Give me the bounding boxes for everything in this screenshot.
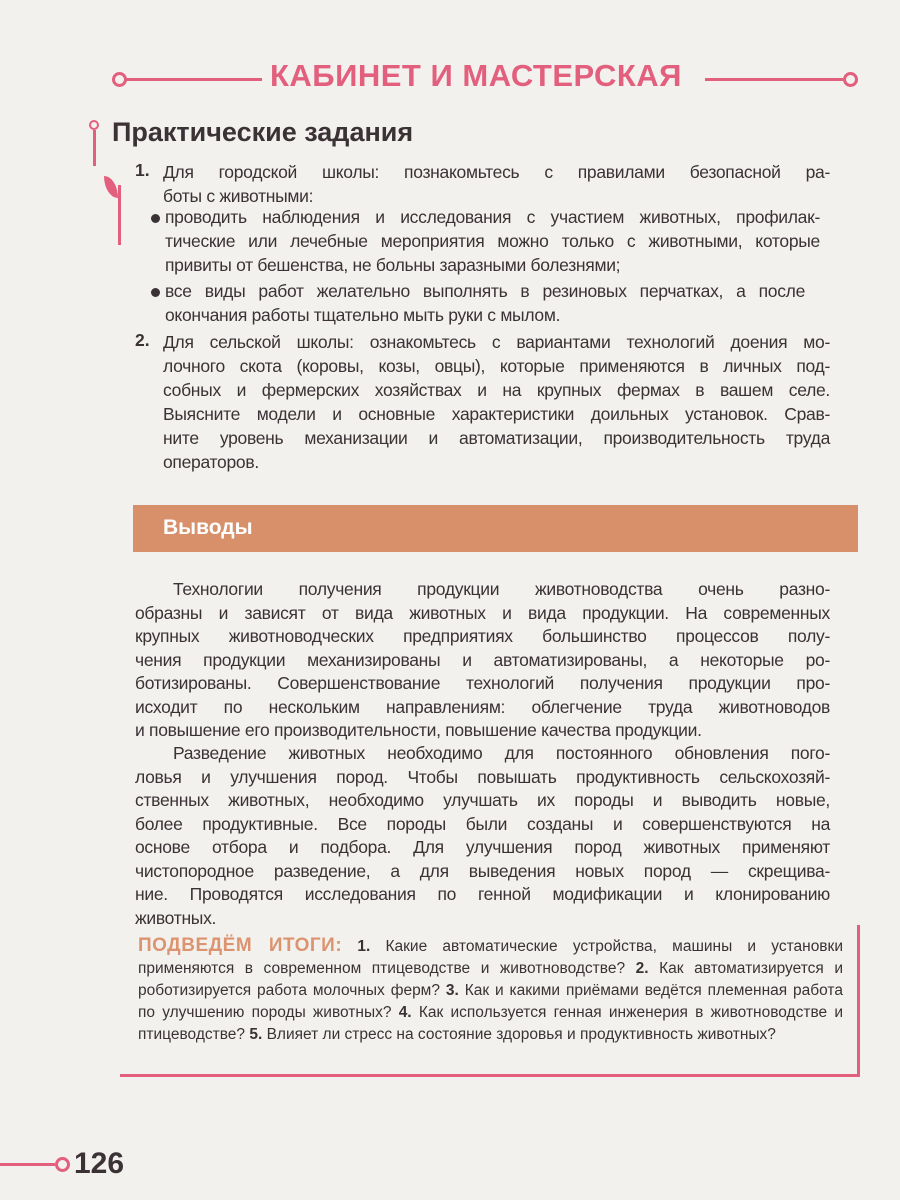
question: Как и какими приёмами ведётся племенная работа по улучшению породы животных? — [138, 982, 843, 1021]
conclusions-label: Выводы — [163, 516, 253, 539]
summary-questions: ПОДВЕДЁМ ИТОГИ: 1. Какие автоматические устройства, машины и установки применяются в современном птицеводстве и животноводстве? 2. Как автоматизируется и роботизируется работа молочных ферм? 3. Как и какими приёмами ведётся племенная работа по улучшению породы животных? 4. Как используется генная инженерия в животноводстве и птицеводстве? 5. Влияет ли стресс на состояние здоровья и продуктивность животных? — [138, 935, 844, 1043]
task-1-text: Для городской школы: познакомьтесь с правилами безопасной ра- боты с животными: — [163, 162, 830, 206]
side-decoration-dot — [89, 120, 99, 130]
summary-title: ПОДВЕДЁМ ИТОГИ: — [138, 935, 343, 956]
conclusions-banner — [133, 505, 858, 552]
header-rule-right — [705, 78, 843, 81]
question: Влияет ли стресс на состояние здоровья и продуктивность животных? — [266, 1026, 776, 1043]
side-decoration-line — [93, 130, 96, 166]
bullet-icon — [151, 214, 160, 223]
bullet-icon — [151, 288, 160, 297]
conclusions-paragraph-2: Разведение животных необходимо для постоянного обновления пого- ловья и улучшения пород. Чтобы повышать продуктивность сельскохозяй- ственных животных, необходимо улучшать их породы и выводить новые, более продуктивные. Все породы были созданы и совершенствуются на основе отбора и подбора. Для улучшения пород животных применяют чистопородное разведение, а для выведения новых пород — скрещива- ние. Проводятся исследования по генной модификации и клонированию животных. — [135, 743, 830, 928]
leaf-icon — [104, 176, 118, 198]
page-number-dot — [55, 1157, 70, 1172]
page-number-rule — [0, 1163, 55, 1166]
task-number: 1. — [135, 160, 150, 180]
task-2-text: Для сельской школы: ознакомьтесь с вариантами технологий доения мо- лочного скота (коровы, козы, овцы), которые применяются в личных под- собных и фермерских хозяйствах и на крупных фермах в вашем селе. Выясните модели и основные характеристики доильных установок. Срав- ните уровень механизации и автоматизации, производительность труда операторов. — [163, 332, 830, 472]
summary-box-bottom-border — [120, 1074, 860, 1077]
header-rule-left — [124, 78, 262, 81]
page-number: 126 — [74, 1147, 125, 1180]
question: Как автоматизируется и роботизируется работа молочных ферм? — [138, 960, 843, 999]
chapter-title: КАБИНЕТ И МАСТЕРСКАЯ — [270, 58, 682, 93]
header-rule-dot-right — [843, 72, 858, 87]
task-1-bullet-2: все виды работ желательно выполнять в резиновых перчатках, а после окончания работы тщательно мыть руки с мылом. — [165, 281, 805, 325]
summary-box-right-border — [857, 925, 860, 1077]
question: Какие автоматические устройства, машины и установки применяются в современном птицеводстве и животноводстве? — [138, 938, 843, 977]
question: Как используется генная инженерия в животноводстве и птицеводстве? — [138, 1004, 844, 1043]
task-number: 2. — [135, 330, 150, 350]
side-decoration-line-lower — [118, 185, 121, 245]
section-heading: Практические задания — [112, 117, 414, 147]
task-1-bullet-1: проводить наблюдения и исследования с участием животных, профилак- тические или лечебные мероприятия можно только с животными, которые привиты от бешенства, не больны заразными болезнями; — [165, 207, 820, 275]
conclusions-paragraph-1: Технологии получения продукции животноводства очень разно- образны и зависят от вида животных и вида продукции. На современных крупных животноводческих предприятиях большинство процессов полу- чения продукции механизированы и автоматизированы, а некоторые ро- ботизированы. Совершенствование технологий получения продукции про- исходит по нескольким направлениям: облегчение труда животноводов и повышение его производительности, повышение качества продукции. — [135, 579, 830, 740]
